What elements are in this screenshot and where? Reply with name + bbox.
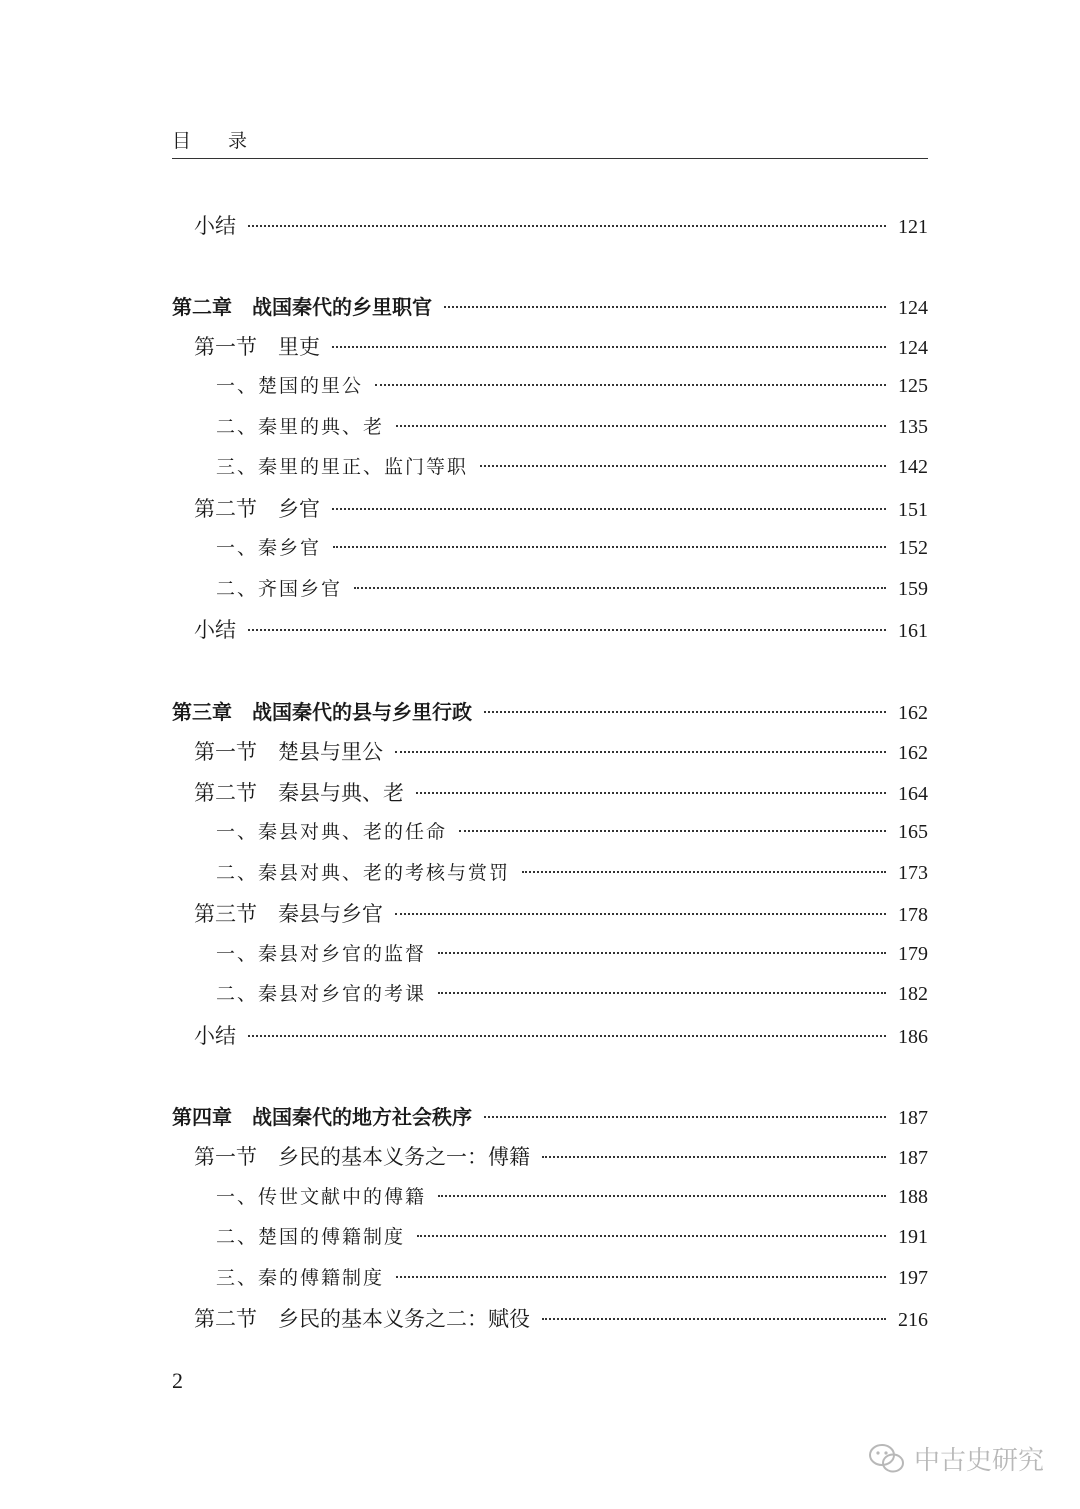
toc-entry-page: 151 xyxy=(898,499,928,521)
dot-leader xyxy=(484,1116,886,1118)
dot-leader xyxy=(395,751,886,753)
toc-entry-title: 三、秦的傅籍制度 xyxy=(216,1267,385,1289)
toc-entry xyxy=(194,1141,928,1173)
toc-entry-title: 一、传世文献中的傅籍 xyxy=(216,1186,427,1208)
dot-leader xyxy=(542,1318,886,1320)
toc-entry xyxy=(194,1020,928,1052)
toc-entry-page: 162 xyxy=(898,702,928,724)
toc-entry-title: 第三节 秦县与乡官 xyxy=(194,902,383,926)
toc-entry xyxy=(216,452,928,484)
toc-entry-page: 124 xyxy=(898,337,928,359)
dot-leader xyxy=(248,629,886,631)
header-text-right: 录 xyxy=(228,130,249,152)
dot-leader xyxy=(332,346,886,348)
toc-entry-title: 一、楚国的里公 xyxy=(216,375,364,397)
toc-entry xyxy=(172,1101,928,1133)
toc-entry xyxy=(216,939,928,971)
toc-entry-page: 162 xyxy=(898,742,928,764)
toc-entry xyxy=(194,331,928,363)
dot-leader xyxy=(542,1156,886,1158)
toc-entry-title: 小结 xyxy=(194,618,236,642)
toc-entry xyxy=(194,1303,928,1335)
toc-entry xyxy=(216,574,928,606)
dot-leader xyxy=(480,465,886,467)
toc-entry-title: 第三章 战国秦代的县与乡里行政 xyxy=(172,700,472,724)
toc-entry-title: 小结 xyxy=(194,214,236,238)
toc-entry-title: 第二节 乡民的基本义务之二：赋役 xyxy=(194,1307,530,1331)
toc-entry-page: 152 xyxy=(898,537,928,559)
page-number: 2 xyxy=(172,1368,183,1393)
toc-entry xyxy=(216,533,928,565)
toc-entry-page: 161 xyxy=(898,620,928,642)
toc-entry xyxy=(216,1182,928,1214)
dot-leader xyxy=(248,1035,886,1037)
toc-entry-title: 二、秦里的典、老 xyxy=(216,416,385,438)
header-text-left: 目 xyxy=(172,130,193,152)
toc-entry-page: 187 xyxy=(898,1147,928,1169)
toc-entry-page: 191 xyxy=(898,1226,928,1248)
dot-leader xyxy=(396,425,886,427)
dot-leader xyxy=(416,792,886,794)
toc-entry-title: 一、秦乡官 xyxy=(216,537,322,559)
toc-entry-page: 125 xyxy=(898,375,928,397)
toc-entry-page: 142 xyxy=(898,456,928,478)
toc-entry-title: 第二节 乡官 xyxy=(194,497,320,521)
toc-entry xyxy=(216,412,928,444)
toc-entry-page: 187 xyxy=(898,1107,928,1129)
toc-entry xyxy=(172,291,928,323)
toc-entry xyxy=(172,696,928,728)
toc-entry xyxy=(194,898,928,930)
toc-entry xyxy=(216,817,928,849)
toc-entry-page: 164 xyxy=(898,783,928,805)
dot-leader xyxy=(375,384,886,386)
toc-entry-title: 二、楚国的傅籍制度 xyxy=(216,1226,406,1248)
toc-entry-title: 第二节 秦县与典、老 xyxy=(194,781,404,805)
toc-entry-title: 第四章 战国秦代的地方社会秩序 xyxy=(172,1105,472,1129)
dot-leader xyxy=(248,225,886,227)
dot-leader xyxy=(354,587,886,589)
dot-leader xyxy=(438,952,886,954)
toc-entry-page: 124 xyxy=(898,297,928,319)
watermark xyxy=(868,1440,1044,1477)
toc-entry-title: 一、秦县对乡官的监督 xyxy=(216,943,427,965)
toc-entry xyxy=(216,979,928,1011)
toc-entry xyxy=(216,1263,928,1295)
toc-entry xyxy=(216,1222,928,1254)
toc-entry-page: 135 xyxy=(898,416,928,438)
toc-entry-page: 173 xyxy=(898,862,928,884)
toc-entry-title: 第二章 战国秦代的乡里职官 xyxy=(172,295,432,319)
dot-leader xyxy=(396,1276,886,1278)
dot-leader xyxy=(484,711,886,713)
dot-leader xyxy=(333,546,886,548)
toc-entry-title: 三、秦里的里正、监门等职 xyxy=(216,456,469,478)
toc-entry-title: 二、秦县对乡官的考课 xyxy=(216,983,427,1005)
toc-entry xyxy=(216,371,928,403)
dot-leader xyxy=(459,830,886,832)
toc-entry-title: 一、秦县对典、老的任命 xyxy=(216,821,448,843)
watermark-text: 中古史研究 xyxy=(914,1446,1045,1476)
dot-leader xyxy=(444,306,886,308)
toc-entry xyxy=(194,210,928,242)
dot-leader xyxy=(438,1195,886,1197)
toc-entry-page: 186 xyxy=(898,1026,928,1048)
toc-entry-page: 178 xyxy=(898,904,928,926)
dot-leader xyxy=(332,508,886,510)
dot-leader xyxy=(395,913,886,915)
toc-entry-title: 第一节 里吏 xyxy=(194,335,320,359)
wechat-icon xyxy=(868,1443,906,1475)
toc-entry-page: 188 xyxy=(898,1186,928,1208)
toc-entry-page: 197 xyxy=(898,1267,928,1289)
toc-entry-page: 165 xyxy=(898,821,928,843)
toc-entry xyxy=(194,777,928,809)
dot-leader xyxy=(417,1235,886,1237)
toc-entry-page: 159 xyxy=(898,578,928,600)
toc-entry-page: 179 xyxy=(898,943,928,965)
toc-entry xyxy=(216,858,928,890)
toc-entry-title: 二、齐国乡官 xyxy=(216,578,343,600)
toc-entry-title: 二、秦县对典、老的考核与赏罚 xyxy=(216,862,511,884)
toc-entry xyxy=(194,614,928,646)
toc-entry-title: 第一节 楚县与里公 xyxy=(194,740,383,764)
dot-leader xyxy=(522,871,886,873)
toc-entry xyxy=(194,493,928,525)
toc-entry-page: 121 xyxy=(898,216,928,238)
dot-leader xyxy=(438,992,886,994)
toc-entry xyxy=(194,736,928,768)
toc-entry-page: 182 xyxy=(898,983,928,1005)
toc-entry-title: 第一节 乡民的基本义务之一：傅籍 xyxy=(194,1145,530,1169)
toc-entry-title: 小结 xyxy=(194,1024,236,1048)
toc-entry-page: 216 xyxy=(898,1309,928,1331)
